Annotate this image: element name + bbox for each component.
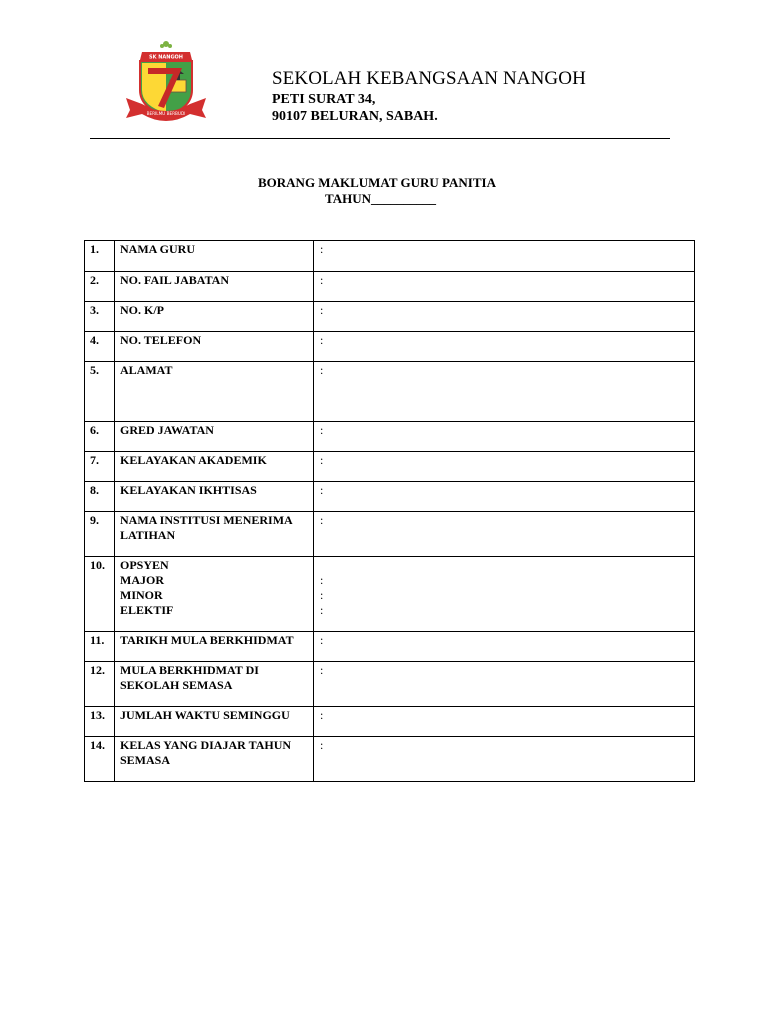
row-number: 9. [85, 512, 115, 557]
service-start-date-value-field[interactable]: : [314, 632, 695, 662]
row-number: 2. [85, 272, 115, 302]
field-label: KELAYAKAN AKADEMIK [115, 452, 314, 482]
grade-value-field[interactable]: : [314, 422, 695, 452]
field-label [115, 737, 314, 782]
field-label: NO. TELEFON [115, 332, 314, 362]
field-label [115, 557, 314, 632]
table-row [85, 707, 695, 737]
table-row [85, 737, 695, 782]
classes-taught-value-field[interactable]: : [314, 737, 695, 782]
header-divider [90, 138, 670, 139]
field-label: TARIKH MULA BERKHIDMAT [115, 632, 314, 662]
row-number: 1. [85, 241, 115, 272]
field-label [115, 512, 314, 557]
school-crest-logo [120, 38, 212, 124]
table-row [85, 557, 695, 632]
teacher-info-table [84, 240, 695, 782]
field-label: NAMA GURU [115, 241, 314, 272]
svg-text:BERILMU BERBUDI: BERILMU BERBUDI [146, 111, 186, 116]
academic-qualification-value-field[interactable]: : [314, 452, 695, 482]
table-row [85, 422, 695, 452]
row-number: 6. [85, 422, 115, 452]
field-label: KELAYAKAN IKHTISAS [115, 482, 314, 512]
label-line: ELEKTIF [120, 603, 174, 617]
row-number: 3. [85, 302, 115, 332]
label-line: SEKOLAH SEMASA [120, 678, 233, 692]
row-number: 12. [85, 662, 115, 707]
file-number-value-field[interactable]: : [314, 272, 695, 302]
label-line: MULA BERKHIDMAT DI [120, 663, 259, 677]
table-row [85, 302, 695, 332]
row-number: 5. [85, 362, 115, 422]
label-line: SEMASA [120, 753, 171, 767]
table-row [85, 272, 695, 302]
field-label [115, 662, 314, 707]
minor-value-field[interactable]: : [320, 588, 324, 602]
row-number: 4. [85, 332, 115, 362]
label-line: KELAS YANG DIAJAR TAHUN [120, 738, 292, 752]
table-row [85, 512, 695, 557]
table-row [85, 662, 695, 707]
row-number: 14. [85, 737, 115, 782]
row-number: 10. [85, 557, 115, 632]
svg-text:SK NANGOH: SK NANGOH [149, 54, 183, 61]
training-institution-value-field[interactable]: : [314, 512, 695, 557]
row-number: 7. [85, 452, 115, 482]
major-value-field[interactable]: : [320, 573, 324, 587]
row-number: 11. [85, 632, 115, 662]
table-row [85, 362, 695, 422]
field-label: JUMLAH WAKTU SEMINGGU [115, 707, 314, 737]
label-line: MAJOR [120, 573, 164, 587]
label-line: NAMA INSTITUSI MENERIMA [120, 513, 293, 527]
field-label: GRED JAWATAN [115, 422, 314, 452]
label-line: OPSYEN [120, 558, 169, 572]
table-row [85, 332, 695, 362]
name-value-field[interactable]: : [314, 241, 695, 272]
table-row [85, 452, 695, 482]
ic-number-value-field[interactable]: : [314, 302, 695, 332]
school-name: SEKOLAH KEBANGSAAN NANGOH [272, 68, 586, 89]
professional-qualification-value-field[interactable]: : [314, 482, 695, 512]
phone-value-field[interactable]: : [314, 332, 695, 362]
label-line: LATIHAN [120, 528, 176, 542]
field-label: NO. K/P [115, 302, 314, 332]
address-line-1: PETI SURAT 34, [272, 92, 376, 107]
form-title: BORANG MAKLUMAT GURU PANITIA [258, 175, 496, 190]
weekly-hours-value-field[interactable]: : [314, 707, 695, 737]
option-values [314, 557, 695, 632]
row-number: 13. [85, 707, 115, 737]
address-value-field[interactable]: : [314, 362, 695, 422]
row-number: 8. [85, 482, 115, 512]
table-row [85, 632, 695, 662]
table-row [85, 482, 695, 512]
field-label: NO. FAIL JABATAN [115, 272, 314, 302]
elective-value-field[interactable]: : [320, 603, 324, 617]
current-school-start-value-field[interactable]: : [314, 662, 695, 707]
address-line-2: 90107 BELURAN, SABAH. [272, 109, 438, 124]
label-line: MINOR [120, 588, 163, 602]
year-field-label: TAHUN__________ [325, 191, 436, 206]
field-label: ALAMAT [115, 362, 314, 422]
table-row [85, 241, 695, 272]
